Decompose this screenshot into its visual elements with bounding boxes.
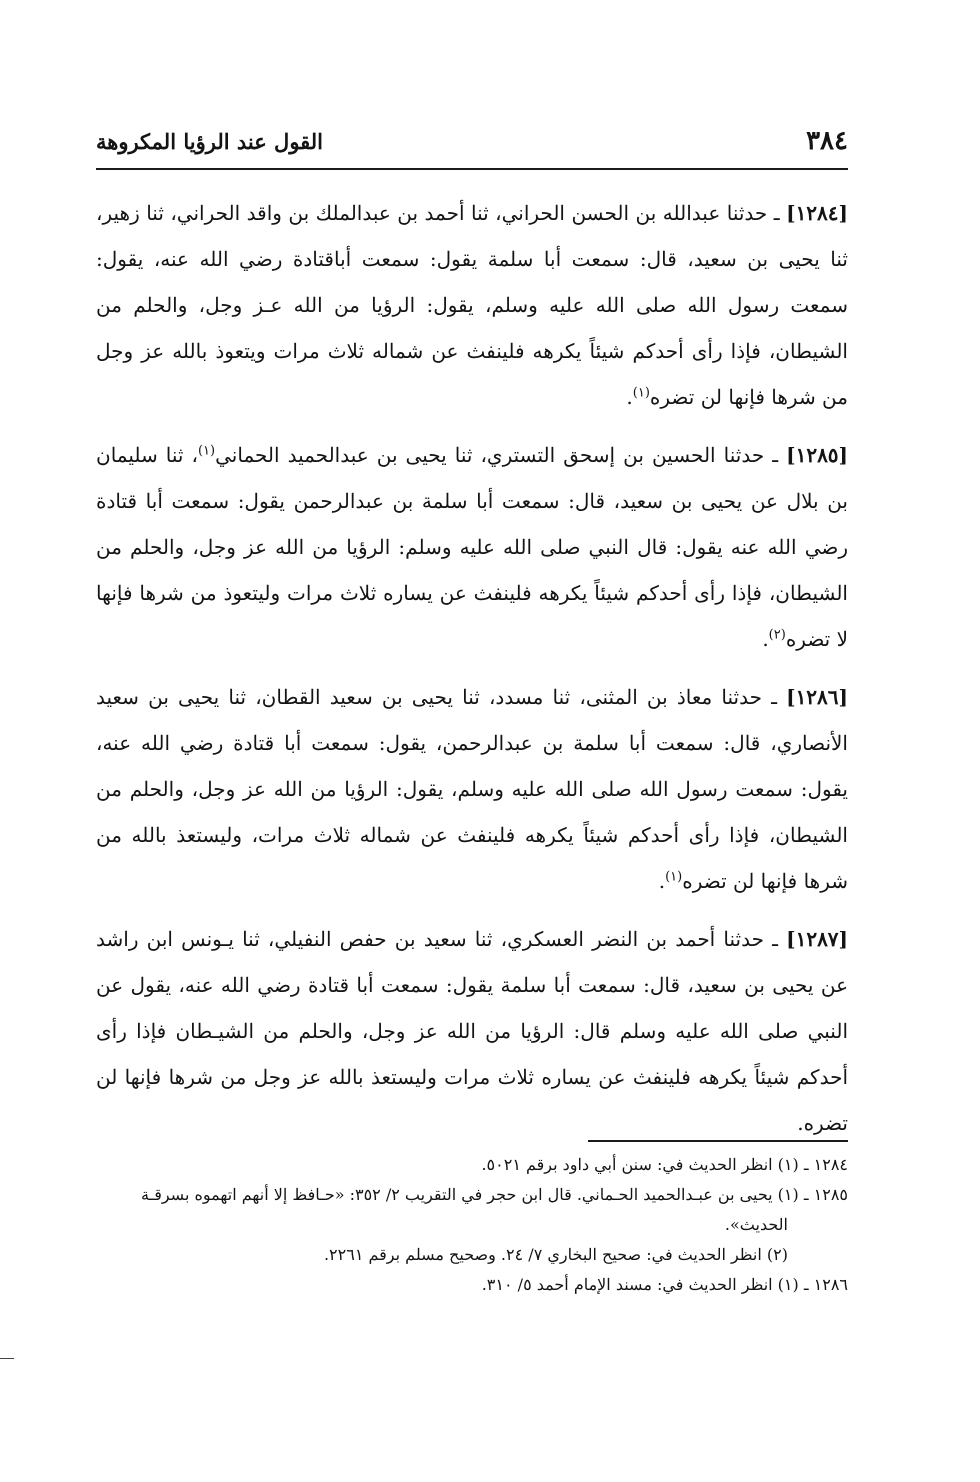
footnote-1286-1: ١٢٨٦ ـ (١) انظر الحديث في: مسند الإمام أحمد ٥/ ٣١٠. <box>481 1275 848 1294</box>
margin-mark <box>0 1358 14 1359</box>
footnote-marker: (١) <box>632 385 650 401</box>
page-header <box>96 118 848 164</box>
running-title: القول عند الرؤيا المكروهة <box>96 128 324 154</box>
footnote-divider <box>588 1140 848 1142</box>
hadith-1284 <box>96 190 848 420</box>
hadith-end: . <box>626 385 633 409</box>
footnote-1284-1: ١٢٨٤ ـ (١) انظر الحديث في: سنن أبي داود برقم ٥٠٢١. <box>481 1155 848 1174</box>
footnote-marker: (١) <box>197 443 216 459</box>
hadith-1287 <box>96 916 848 1146</box>
footnote-1285-1-continued: الحديث». <box>724 1215 788 1234</box>
hadith-text: ـ حدثنا الحسين بن إسحق التستري، ثنا يحيى بن عبدالحميد الحماني <box>215 443 779 467</box>
hadith-1286 <box>96 674 848 904</box>
page-number: ٣٨٤ <box>806 126 848 156</box>
hadith-number: [١٢٨٤] <box>786 201 848 225</box>
footnote-marker: (٢) <box>768 627 786 643</box>
hadith-number: [١٢٨٧] <box>786 927 849 951</box>
hadith-end: . <box>762 627 769 651</box>
hadith-text: ـ حدثنا عبدالله بن الحسن الحراني، ثنا أحمد بن عبدالملك بن واقد الحراني، ثنا زهير، ثنا يحيى بن سعيد، قال: سمعت أبا سلمة يقول: سمعت أباقتادة رضي الله عنه، يقول: سمعت رسول الله صلى الله عليه وسلم، يقول: الرؤيا من الله عـز وجل، والحلم من الشيطان، فإذا رأى أحدكم شيئاً يكرهه فلينفث عن شماله ثلاث مرات ويتعوذ بالله عز وجل من شرها فإنها لن تضره <box>96 201 848 409</box>
footnote-marker: (١) <box>665 869 683 885</box>
footnotes <box>96 1150 848 1300</box>
hadith-end: . <box>658 869 666 893</box>
main-text <box>96 190 848 1158</box>
hadith-text: ـ حدثنا معاذ بن المثنى، ثنا مسدد، ثنا يحيى بن سعيد القطان، ثنا يحيى بن سعيد الأنصاري، قال: سمعت أبا سلمة بن عبدالرحمن، يقول: سمعت أبا قتادة رضي الله عنه، يقول: سمعت رسول الله صلى الله عليه وسلم، يقول: الرؤيا من الله عز وجل، والحلم من الشيطان، فإذا رأى أحدكم شيئاً يكرهه فلينفث عن شماله ثلاث مرات، وليستعذ بالله من شرها فإنها لن تضره <box>96 685 848 893</box>
hadith-1285 <box>96 432 848 662</box>
header-divider <box>96 168 848 170</box>
hadith-number: [١٢٨٦] <box>786 685 848 709</box>
footnote-1285-1: ١٢٨٥ ـ (١) يحيى بن عبـدالحميد الحـماني. قال ابن حجر في التقريب ٢/ ٣٥٢: «حـافظ إلا أنهم اتهموه بسرقـة <box>140 1185 848 1204</box>
hadith-number: [١٢٨٥] <box>786 443 849 467</box>
footnote-1285-2: (٢) انظر الحديث في: صحيح البخاري ٧/ ٢٤. وصحيح مسلم برقم ٢٢٦١. <box>323 1245 788 1264</box>
hadith-text-cont: ، ثنا سليمان بن بلال عن يحيى بن سعيد، قال: سمعت أبا سلمة بن عبدالرحمن يقول: سمعت أبا قتادة رضي الله عنه يقول: قال النبي صلى الله عليه وسلم: الرؤيا من الله عز وجل، والحلم من الشيطان، فإذا رأى أحدكم شيئاً يكرهه فلينفث عن يساره ثلاث مرات وليتعوذ من شرها فإنها لا تضره <box>96 443 848 651</box>
hadith-text: ـ حدثنا أحمد بن النضر العسكري، ثنا سعيد بن حفص النفيلي، ثنا يـونس ابن راشد عن يحيى بن سعيد، قال: سمعت أبا سلمة يقول: سمعت أبا قتادة رضي الله عنه، يقول عن النبي صلى الله عليه وسلم قال: الرؤيا من الله عز وجل، والحلم من الشيـطان فإذا رأى أحدكم شيئاً يكرهه فلينفث عن يساره ثلاث مرات وليستعذ بالله عز وجل من شرها فإنها لن تضره. <box>96 927 848 1135</box>
